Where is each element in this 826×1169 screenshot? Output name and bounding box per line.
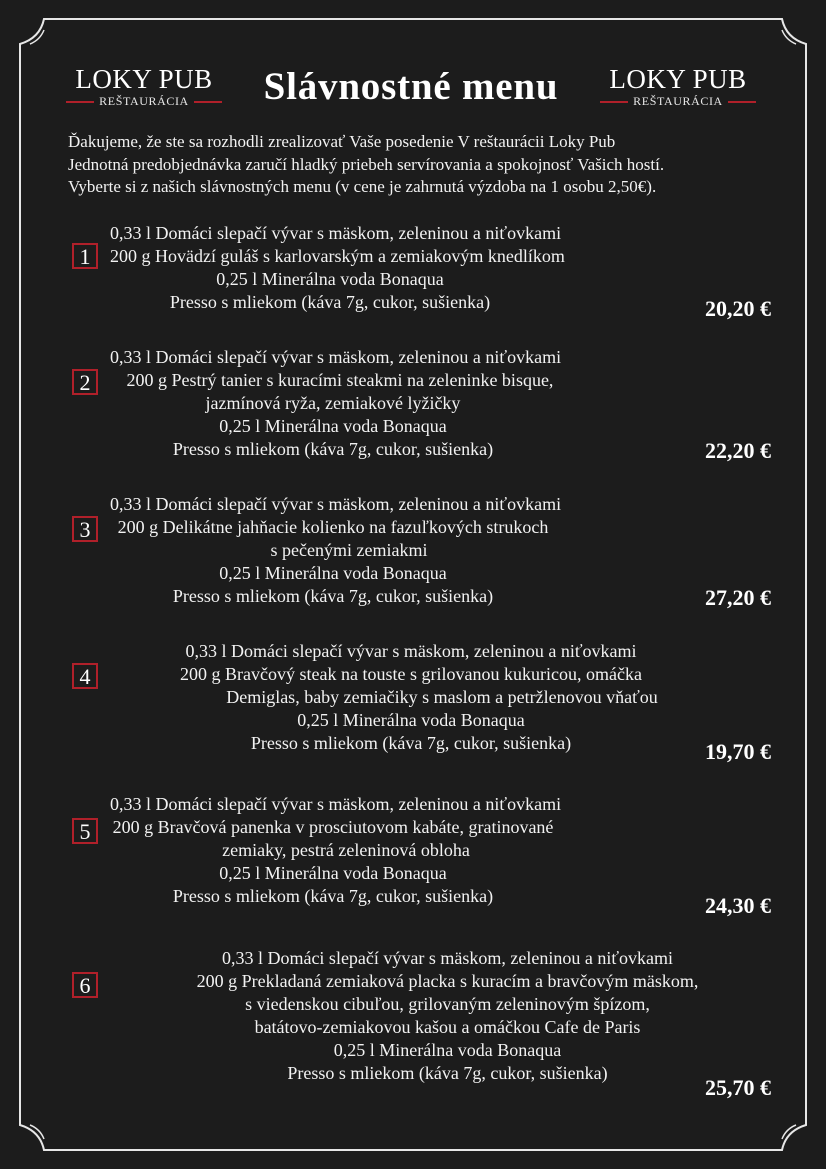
menu-number-badge: 4 [72, 663, 98, 689]
menu-line: 0,33 l Domáci slepačí vývar s mäskom, zeleninou a niťovkami [185, 641, 637, 661]
intro-line: Vyberte si z našich slávnostných menu (v cene je zahrnutá výzdoba na 1 osobu 2,50€). [68, 177, 657, 196]
menu-price: 25,70 € [705, 1075, 771, 1100]
brand-divider [728, 101, 756, 103]
menu-price: 27,20 € [705, 585, 771, 610]
menu-items [150, 947, 745, 1085]
brand-name: LOKY PUB [609, 64, 747, 94]
menu-price: 24,30 € [705, 893, 771, 918]
intro-text [68, 131, 788, 199]
intro-line: Jednotná predobjednávka zaručí hladký priebeh servírovania a spokojnosť Vašich hostí. [68, 154, 665, 174]
menu-line: 200 g Bravčová panenka v prosciutovom kabáte, gratinované [112, 817, 554, 837]
menu-line: Presso s mliekom (káva 7g, cukor, sušienka) [287, 1063, 608, 1083]
menu-line: 200 g Prekladaná zemiaková placka s kuracím a bravčovým mäskom, [196, 971, 699, 991]
menu-line: 200 g Hovädzí guláš s karlovarským a zemiakovým knedlíkom [110, 246, 565, 266]
menu-line: Demiglas, baby zemiačiky s maslom a petržlenovou vňaťou [226, 687, 658, 707]
page-title: Slávnostné menu [263, 65, 559, 108]
menu-line: 0,25 l Minerálna voda Bonaqua [219, 863, 447, 883]
brand-logo-right [596, 64, 760, 109]
menu-items [110, 346, 562, 461]
menu-number-badge: 3 [72, 516, 98, 542]
menu-line: 0,33 l Domáci slepačí vývar s mäskom, zeleninou a niťovkami [110, 794, 562, 814]
menu-line: 0,33 l Domáci slepačí vývar s mäskom, zeleninou a niťovkami [221, 948, 674, 968]
menu-line: Presso s mliekom (káva 7g, cukor, sušienka) [172, 439, 494, 459]
menu-line: 0,25 l Minerálna voda Bonaqua [333, 1040, 562, 1060]
brand-subtitle: REŠTAURÁCIA [633, 94, 723, 108]
menu-line: 0,25 l Minerálna voda Bonaqua [297, 710, 525, 730]
menu-line: Presso s mliekom (káva 7g, cukor, sušienka) [172, 886, 494, 906]
brand-subtitle-row [596, 94, 760, 109]
menu-line: 0,33 l Domáci slepačí vývar s mäskom, zeleninou a niťovkami [110, 223, 562, 243]
menu-line: 0,25 l Minerálna voda Bonaqua [219, 563, 447, 583]
menu-number-badge: 1 [72, 243, 98, 269]
menu-items [146, 640, 694, 755]
intro-line: Ďakujeme, že ste sa rozhodli zrealizovať Vaše posedenie V reštaurácii Loky Pub [68, 132, 616, 151]
menu-number-badge: 2 [72, 369, 98, 395]
menu-line: s viedenskou cibuľou, grilovaným zeleninovým špízom, [245, 994, 650, 1014]
menu-line: batátovo-zemiakovou kašou a omáčkou Cafe de Paris [254, 1017, 641, 1037]
menu-number-badge: 6 [72, 972, 98, 998]
brand-name: LOKY PUB [75, 64, 213, 94]
menu-line: 0,33 l Domáci slepačí vývar s mäskom, zeleninou a niťovkami [110, 347, 562, 367]
brand-divider [66, 101, 94, 103]
menu-line: 0,25 l Minerálna voda Bonaqua [216, 269, 444, 289]
menu-line: 200 g Bravčový steak na touste s grilovanou kukuricou, omáčka [180, 664, 642, 684]
menu-line: s pečenými zemiakmi [270, 540, 428, 560]
menu-items [110, 793, 562, 908]
menu-line: 0,25 l Minerálna voda Bonaqua [219, 416, 447, 436]
menu-line: 0,33 l Domáci slepačí vývar s mäskom, zeleninou a niťovkami [110, 494, 562, 514]
menu-price: 19,70 € [705, 739, 771, 764]
menu-line: 200 g Delikátne jahňacie kolienko na fazuľkových strukoch [117, 517, 549, 537]
brand-divider [600, 101, 628, 103]
menu-line: Presso s mliekom (káva 7g, cukor, sušienka) [169, 292, 491, 312]
menu-items [110, 222, 565, 314]
menu-number-badge: 5 [72, 818, 98, 844]
menu-price: 20,20 € [705, 296, 771, 321]
menu-line: jazmínová ryža, zemiakové lyžičky [205, 393, 461, 413]
brand-logo-left [62, 64, 226, 109]
menu-line: 200 g Pestrý tanier s kuracími steakmi na zeleninke bisque, [126, 370, 554, 390]
brand-subtitle: REŠTAURÁCIA [99, 94, 189, 108]
menu-price: 22,20 € [705, 438, 771, 463]
menu-line: zemiaky, pestrá zeleninová obloha [222, 840, 470, 860]
brand-divider [194, 101, 222, 103]
menu-items [110, 493, 562, 608]
menu-line: Presso s mliekom (káva 7g, cukor, sušienka) [172, 586, 494, 606]
brand-subtitle-row [62, 94, 226, 109]
menu-line: Presso s mliekom (káva 7g, cukor, sušienka) [250, 733, 572, 753]
